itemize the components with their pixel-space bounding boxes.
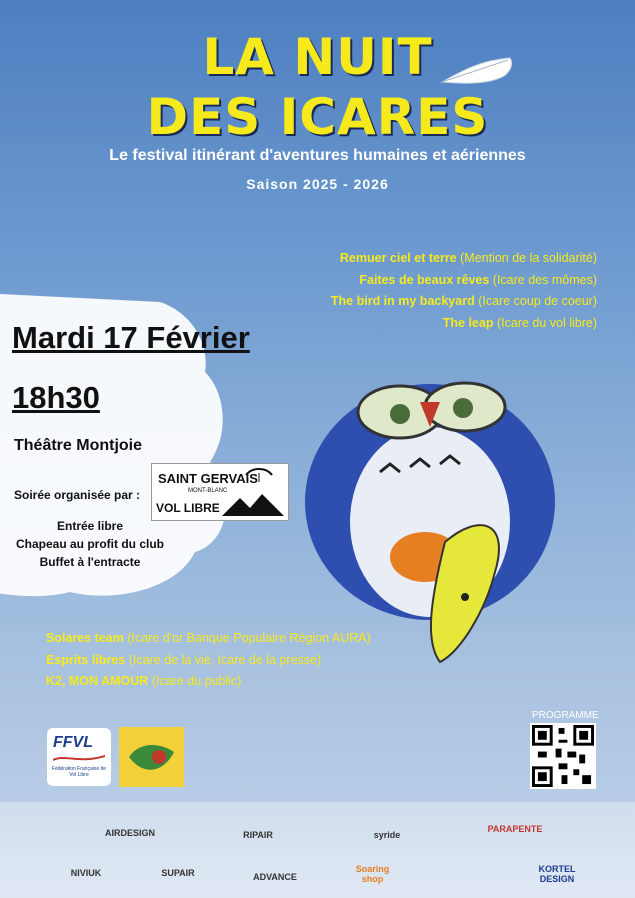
title-line-2: DES ICARES — [146, 88, 489, 146]
film-item: Esprits libres (Icare de la vie, Icare de la presse) — [46, 652, 322, 667]
film-item: Solares team (Icare d'or Banque Populaire Région AURA) — [46, 631, 371, 645]
film-item: Faites de beaux rêves (Icare des mômes) — [359, 272, 597, 287]
programme-label: PROGRAMME — [532, 710, 599, 721]
wave-icon — [53, 754, 105, 764]
ffvl-logo: FFVL Fédération Française de Vol Libre — [47, 728, 111, 786]
sponsor-logo: NIVIUK — [70, 868, 102, 878]
sponsor-logo: SUPAIR — [161, 868, 195, 878]
organized-by: Soirée organisée par : — [14, 488, 141, 502]
festival-logo — [119, 727, 184, 787]
sponsor-band — [0, 802, 635, 898]
films-top-list — [331, 248, 597, 334]
film-item: The bird in my backyard (Icare coup de coeur) — [330, 294, 597, 308]
programme-qr-code[interactable] — [530, 723, 596, 789]
owl-balloon-image — [300, 372, 570, 672]
season: Saison 2025 - 2026 — [246, 176, 389, 192]
sponsor-logo: KORTEL DESIGN — [538, 864, 576, 884]
feather-icon — [440, 52, 520, 92]
club-logo: SAINT GERVAIS MONT-BLANC VOL LIBRE — [151, 463, 289, 521]
event-venue: Théâtre Montjoie — [14, 437, 143, 454]
sponsor-logo: ADVANCE — [253, 872, 297, 882]
sponsor-logo: AIRDESIGN — [104, 828, 155, 838]
title-line-1: LA NUIT — [202, 28, 433, 86]
event-time: 18h30 — [12, 380, 100, 415]
event-info: Entrée libre Chapeau au profit du club Buffet à l'entracte — [15, 519, 164, 569]
film-item: The leap (Icare du vol libre) — [442, 315, 597, 330]
event-date: Mardi 17 Février — [12, 320, 250, 355]
subtitle: Le festival itinérant d'aventures humaines et aériennes — [109, 147, 526, 164]
film-item: Remuer ciel et terre (Mention de la solidarité) — [339, 251, 597, 265]
film-item: K2, MON AMOUR (Icare du public) — [46, 674, 242, 688]
sponsor-logo: RIPAIR — [243, 830, 273, 840]
paraglider-icon — [244, 467, 274, 483]
sponsor-logo: Soaring shop — [355, 864, 390, 884]
sponsor-logo: PARAPENTE — [487, 824, 543, 834]
bird-icon — [119, 727, 184, 787]
mountain-icon — [222, 490, 284, 518]
films-bottom-list — [46, 628, 371, 693]
qr-code-icon — [532, 725, 594, 787]
sponsor-logo: syride — [373, 830, 401, 840]
